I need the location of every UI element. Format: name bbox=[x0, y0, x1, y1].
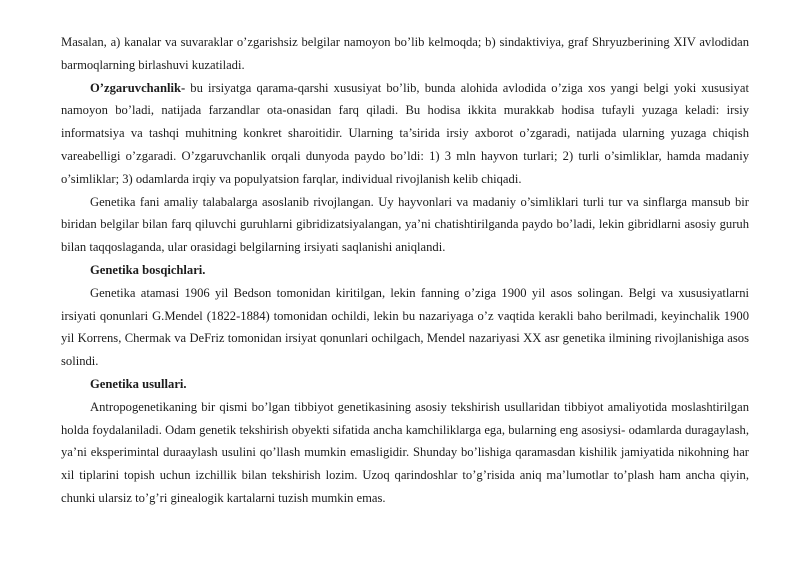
paragraph-genetics-methods: Antropogenetikaning bir qismi bo’lgan tibbiyot genetikasining asosiy tekshirish usullaridan tibbiyot amaliyotida moslashtirilgan holda foydalaniladi. Odam genetik tekshirish obyekti sifatida ancha kamchiliklarga ega, bularning eng asosiysi- odamlarda duragaylash, ya’ni eksperimintal duraaylash usulini qo’llash mumkin emasligidir. Shunday bo’lishiga qaramasdan kishilik jamiyatida nikohning har xil tiplarini topish uchun izchillik bilan tekshirish lozim. Uzoq qarindoshlar to’g’risida aniq ma’lumotlar to’plash ham ancha qiyin, chunki ularsiz to’g’ri ginealogik kartalarni tuzish mumkin emas. bbox=[61, 399, 749, 505]
paragraph-genetics-history: Genetika atamasi 1906 yil Bedson tomonidan kiritilgan, lekin fanning o’ziga 1900 yil asos solingan. Belgi va xususiyatlarni irsiyati qonunlari G.Mendel (1822-1884) tomonidan ochildi, lekin bu nazariyaga o’z vaqtida kerakli baho berilmadi, keyinchalik 1900 yil Korrens, Chermak va DeFriz tomonidan irsiyat qonunlari ochilgach, Mendel nazariyasi XX asr genetika ilmining rivojlanishiga asos solindi. bbox=[61, 285, 749, 369]
heading-genetics-stages: Genetika bosqichlari. bbox=[90, 262, 206, 277]
term-variability: O’zgaruvchanlik- bbox=[90, 80, 186, 95]
paragraph-variability bbox=[61, 77, 749, 191]
paragraph-genetics-science: Genetika fani amaliy talabalarga asoslanib rivojlangan. Uy hayvonlari va madaniy o’simliklari turli tur va sinflarga mansub bir biridan belgilar bilan farq qiluvchi guruhlarni gibridizatsiyalangan, ya’ni chatishtirilganda paydo bo’ladi, lekin gibridlarni asosiy guruh bilan taqqoslaganda, ular orasidagi belgilarning irsiyati saqlanishi aniqlandi. bbox=[61, 194, 749, 255]
document-page bbox=[61, 31, 749, 510]
paragraph-variability-text: bu irsiyatga qarama-qarshi xususiyat bo’lib, bunda alohida avlodida o’ziga xos yangi belgi yoki xususiyat namoyon bo’ladi, natijada farzandlar ota-onasidan farq qiladi. Bu hodisa ikkita murakkab hodisa tufayli yuzaga keladi: irsiy informatsiya va tashqi muhitning konkret sharoitidir. Ularning ta’sirida irsiy axborot o’zgaradi, natijada ularning yuzaga chiqish vareabelligi o’zgaradi. O’zgaruvchanlik orqali dunyoda paydo bo’ldi: 1) 3 mln hayvon turlari; 2) turli o’simliklar, hamda madaniy o’simliklar; 3) odamlarda irqiy va populyatsion farqlar, individual rivojlanish kelib chiqadi. bbox=[61, 80, 749, 186]
paragraph-examples: Masalan, a) kanalar va suvaraklar o’zgarishsiz belgilar namoyon bo’lib kelmoqda; b) sindaktiviya, graf Shryuzberining XIV avlodidan barmoqlarning birlashuvi kuzatiladi. bbox=[61, 35, 749, 72]
heading-genetics-methods: Genetika usullari. bbox=[90, 376, 187, 391]
